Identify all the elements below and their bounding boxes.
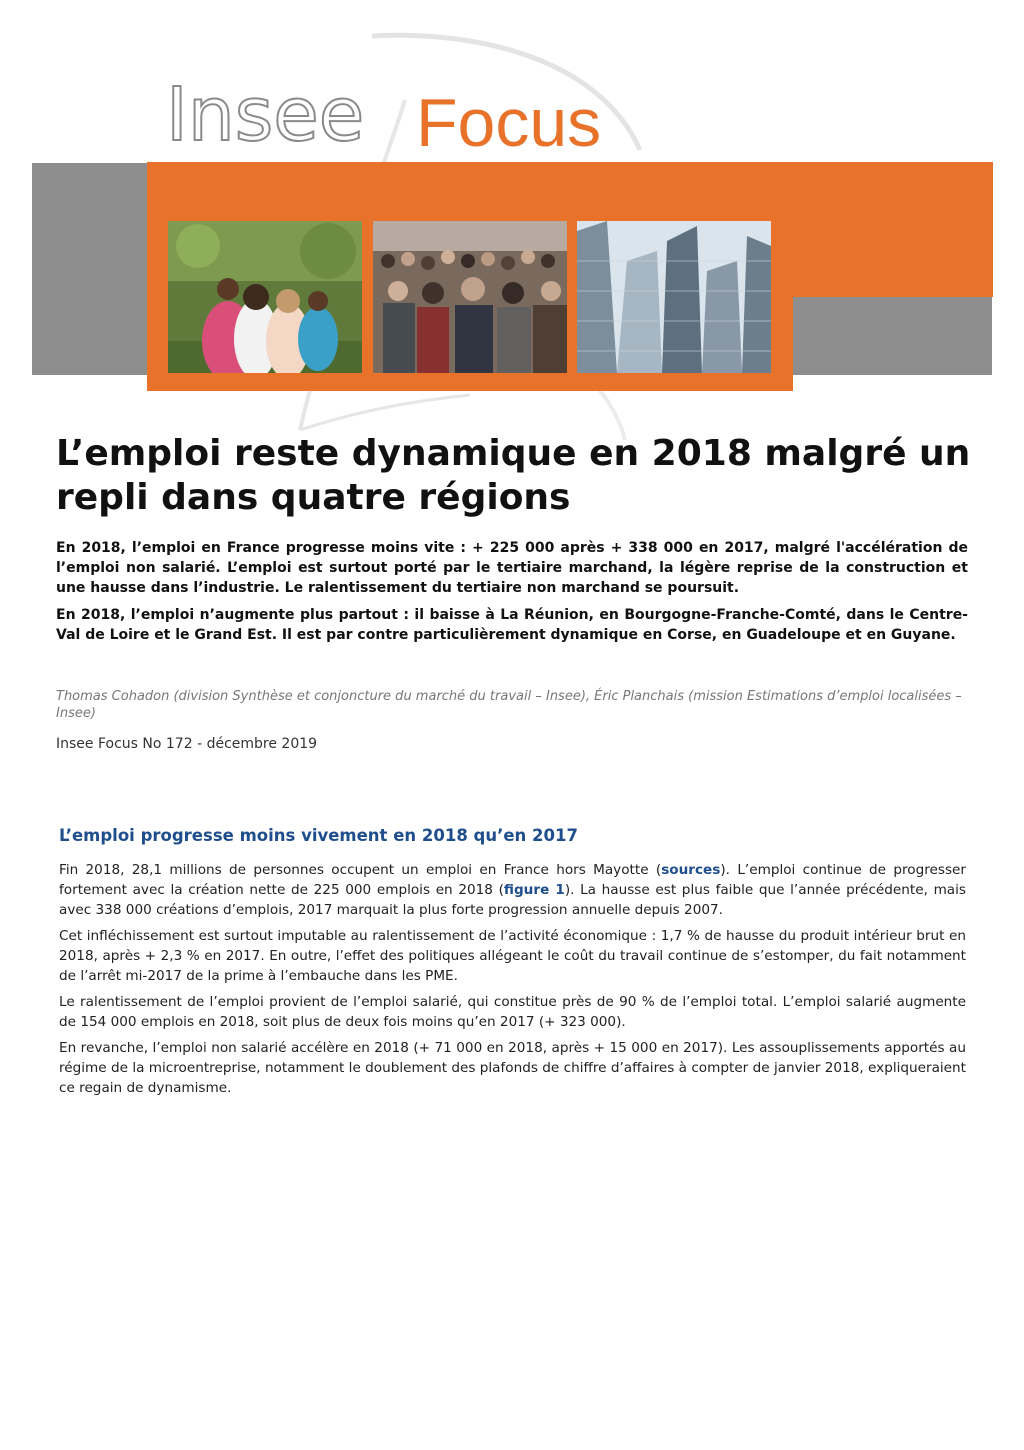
article-lead: [56, 538, 968, 652]
body-paragraph: En revanche, l’emploi non salarié accélère en 2018 (+ 71 000 en 2018, après + 15 000 en 2017). Les assouplissements apportés au régime de la microentreprise, notamment le doublement des plafonds de chiffre d’affaires à compter de janvier 2018, expliqueraient ce regain de dynamisme.: [59, 1040, 966, 1096]
article-title: L’emploi reste dynamique en 2018 malgré un repli dans quatre régions: [56, 433, 971, 518]
lead-paragraph: En 2018, l’emploi en France progresse moins vite : + 225 000 après + 338 000 en 2017, malgré l'accélération de l’emploi non salarié. L’emploi est surtout porté par le tertiaire marchand, la légère reprise de la construction et une hausse dans l’industrie. Le ralentissement du tertiaire non marchand se poursuit.: [56, 540, 968, 596]
section-body: [59, 860, 966, 1104]
logo-focus-text: Focus: [416, 85, 602, 161]
logo-insee-text: Insee: [166, 72, 365, 158]
sources-link[interactable]: sources: [661, 862, 721, 878]
body-paragraph: [59, 860, 966, 920]
body-paragraph: Cet infléchissement est surtout imputable au ralentissement de l’activité économique : 1,7 % de hausse du produit intérieur brut en 2018, après + 2,3 % en 2017. En outre, l’effet des politiques allégeant le coût du travail continue de s’estomper, du fait notamment de l’arrêt mi-2017 de la prime à l’embauche dans les PME.: [59, 928, 966, 984]
body-paragraph: Le ralentissement de l’emploi provient de l’emploi salarié, qui constitue près de 90 % de l’emploi total. L’emploi salarié augmente de 154 000 emplois en 2018, soit plus de deux fois moins qu’en 2017 (+ 323 000).: [59, 994, 966, 1030]
lead-paragraph: En 2018, l’emploi n’augmente plus partout : il baisse à La Réunion, en Bourgogne-Franche-Comté, dans le Centre-Val de Loire et le Grand Est. Il est par contre particulièrement dynamique en Corse, en Guadeloupe et en Guyane.: [56, 607, 968, 643]
banner-gray-right: [792, 297, 992, 375]
issue-reference: Insee Focus No 172 - décembre 2019: [56, 736, 318, 752]
text-run: ). L’emploi continue de progresser fortement avec la création nette de 225 000 emplois en 2018 (: [59, 862, 966, 898]
text-run: ). La hausse est plus faible que l’année précédente, mais avec 338 000 créations d’emplois, 2017 marquait la plus forte progression annuelle depuis 2007.: [59, 882, 966, 918]
figure-1-link[interactable]: figure 1: [503, 882, 565, 898]
family-photo: [168, 221, 362, 373]
section-heading: L’emploi progresse moins vivement en 2018 qu’en 2017: [59, 826, 578, 845]
crowd-photo: [373, 221, 567, 373]
authors-line: Thomas Cohadon (division Synthèse et conjoncture du marché du travail – Insee), Éric Planchais (mission Estimations d’emploi localisées – Insee): [56, 689, 962, 721]
text-run: Fin 2018, 28,1 millions de personnes occupent un emploi en France hors Mayotte (: [59, 862, 662, 878]
banner-gray-left: [32, 163, 150, 375]
skyscrapers-photo: [577, 221, 771, 373]
